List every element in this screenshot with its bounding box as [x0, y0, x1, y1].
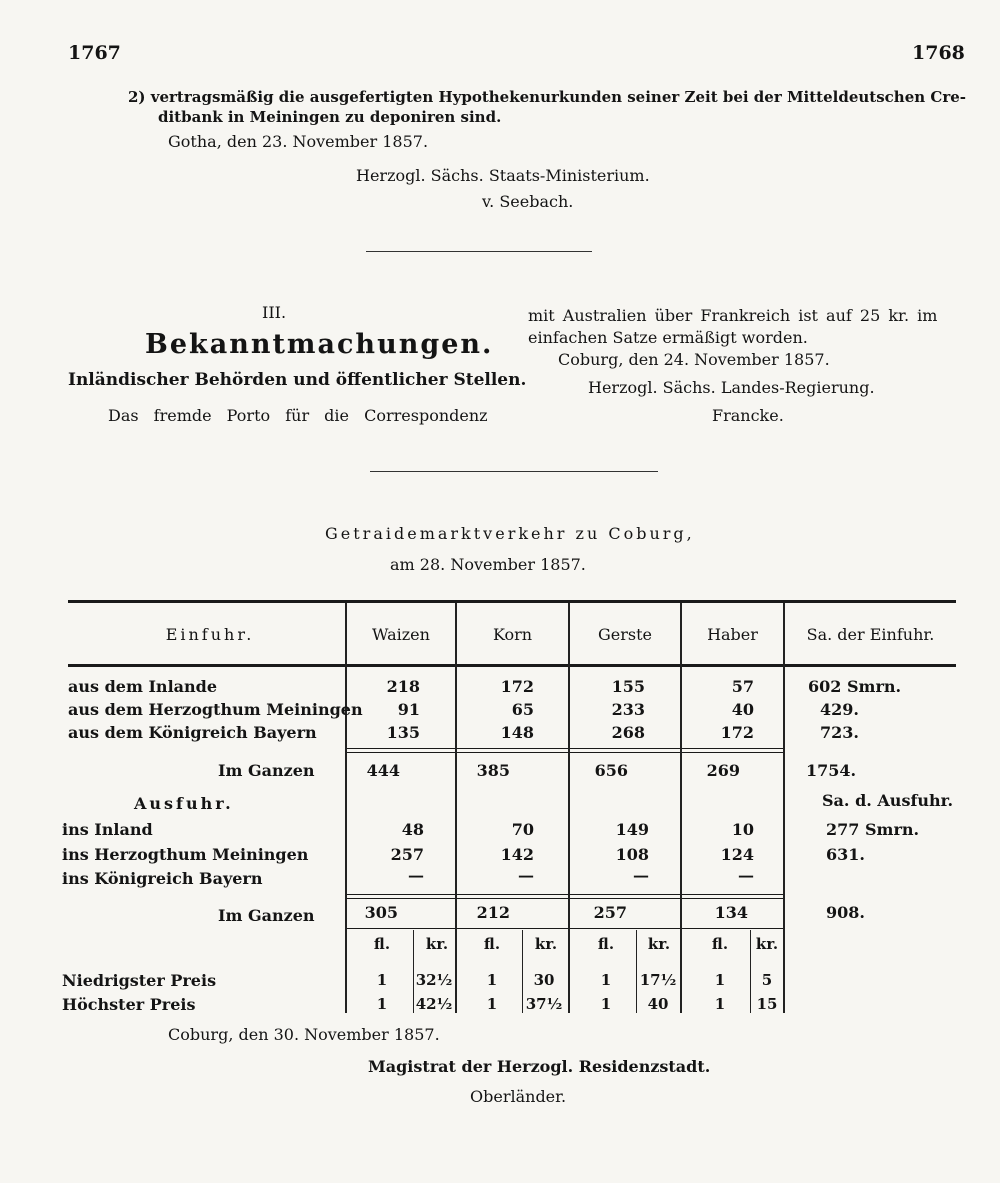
price-gerste-fl: 1 [600, 971, 612, 989]
cell-korn: 142 [500, 845, 534, 864]
currency-kr: kr. [425, 935, 449, 953]
total-haber: 269 [706, 761, 740, 780]
table-column-rule [455, 603, 457, 1013]
price-haber-fl: 1 [714, 971, 726, 989]
cell-haber: — [738, 866, 754, 885]
section-subtitle: Inländischer Behörden und öffentlicher Stellen. [68, 370, 527, 390]
cell-sum: 723. [820, 723, 859, 742]
export-row-label: ins Inland [62, 820, 153, 839]
total-gerste: 257 [593, 903, 627, 922]
cell-haber: 124 [720, 845, 754, 864]
import-row-label: aus dem Inlande [68, 677, 218, 696]
price-waizen-kr: 32½ [415, 971, 453, 989]
cell-haber: 10 [731, 820, 754, 839]
header-sum: Sa. der Einfuhr. [806, 625, 935, 644]
notice-signature: v. Seebach. [482, 192, 574, 211]
cell-sum: 429. [820, 700, 859, 719]
header-waizen: Waizen [372, 625, 430, 644]
section-number: III. [262, 303, 287, 322]
price-korn-fl: 1 [486, 995, 498, 1013]
currency-fl: fl. [483, 935, 501, 953]
total-sum: 908. [826, 903, 865, 922]
price-waizen-kr: 42½ [415, 995, 453, 1013]
price-korn-kr: 30 [533, 971, 555, 989]
notice-date: Gotha, den 23. November 1857. [168, 132, 429, 151]
price-gerste-kr: 40 [647, 995, 669, 1013]
cell-sum: 602 Smrn. [808, 677, 902, 696]
price-haber-fl: 1 [714, 995, 726, 1013]
cell-waizen: 218 [386, 677, 420, 696]
currency-fl: fl. [597, 935, 615, 953]
cell-waizen: — [408, 866, 424, 885]
section-signature: Francke. [712, 406, 784, 425]
cell-haber: 57 [731, 677, 754, 696]
table-price-rule [345, 928, 783, 929]
closing-date: Coburg, den 30. November 1857. [168, 1025, 440, 1044]
price-row-label: Höchster Preis [62, 995, 196, 1014]
header-gerste: Gerste [597, 625, 652, 644]
cell-korn: 148 [500, 723, 534, 742]
cell-gerste: — [633, 866, 649, 885]
currency-fl: fl. [711, 935, 729, 953]
market-title: Getraidemarktverkehr zu Coburg, [325, 524, 695, 543]
header-einfuhr: Einfuhr. [165, 625, 255, 644]
price-row-label: Niedrigster Preis [62, 971, 217, 990]
cell-gerste: 155 [611, 677, 645, 696]
cell-waizen: 48 [401, 820, 424, 839]
cell-gerste: 268 [611, 723, 645, 742]
cell-gerste: 108 [615, 845, 649, 864]
section-authority: Herzogl. Sächs. Landes-Regierung. [588, 378, 875, 397]
cell-korn: 172 [500, 677, 534, 696]
header-haber: Haber [707, 625, 758, 644]
total-korn: 385 [476, 761, 510, 780]
cell-sum: 277 Smrn. [826, 820, 920, 839]
cell-haber: 40 [731, 700, 754, 719]
cell-waizen: 257 [390, 845, 424, 864]
section-right-line2: einfachen Satze ermäßigt worden. [528, 328, 808, 347]
currency-rule [636, 930, 637, 1013]
total-gerste: 656 [594, 761, 628, 780]
table-column-rule [568, 603, 570, 1013]
table-subtotal-rule [345, 894, 783, 895]
price-waizen-fl: 1 [376, 971, 388, 989]
table-top-rule [68, 600, 956, 603]
cell-gerste: 233 [611, 700, 645, 719]
table-column-rule [345, 603, 347, 1013]
total-sum: 1754. [806, 761, 857, 780]
total-korn: 212 [476, 903, 510, 922]
price-korn-fl: 1 [486, 971, 498, 989]
section-date: Coburg, den 24. November 1857. [558, 350, 830, 369]
import-row-label: aus dem Herzogthum Meiningen [68, 700, 363, 719]
section-right-line1: mit Australien über Frankreich ist auf 25 kr. im [528, 306, 938, 325]
currency-kr: kr. [647, 935, 671, 953]
table-column-rule [783, 603, 785, 1013]
cell-sum: 631. [826, 845, 865, 864]
cell-gerste: 149 [615, 820, 649, 839]
export-total-label: Im Ganzen [218, 906, 315, 925]
currency-kr: kr. [755, 935, 779, 953]
currency-kr: kr. [534, 935, 558, 953]
cell-waizen: 135 [386, 723, 420, 742]
table-subtotal-rule [345, 748, 783, 749]
price-haber-kr: 5 [761, 971, 773, 989]
header-korn: Korn [492, 625, 533, 644]
table-header-rule [68, 664, 956, 667]
divider [370, 471, 658, 472]
total-haber: 134 [714, 903, 748, 922]
section-title: Bekanntmachungen. [145, 329, 494, 360]
ausfuhr-label: Ausfuhr. [134, 794, 234, 813]
notice-item-line2: ditbank in Meiningen zu deponiren sind. [158, 108, 502, 126]
notice-authority: Herzogl. Sächs. Staats-Ministerium. [356, 166, 650, 185]
table-subtotal-rule [345, 752, 783, 753]
ausfuhr-sum-label: Sa. d. Ausfuhr. [822, 791, 954, 810]
notice-item-line1: 2) vertragsmäßig die ausgefertigten Hypothekenurkunden seiner Zeit bei der Mitteldeutschen Cre- [128, 88, 966, 106]
cell-haber: 172 [720, 723, 754, 742]
export-row-label: ins Herzogthum Meiningen [62, 845, 309, 864]
page-number-left: 1767 [68, 42, 121, 64]
cell-korn: 70 [511, 820, 534, 839]
price-gerste-fl: 1 [600, 995, 612, 1013]
currency-fl: fl. [373, 935, 391, 953]
table-column-rule [680, 603, 682, 1013]
cell-korn: 65 [511, 700, 534, 719]
price-waizen-fl: 1 [376, 995, 388, 1013]
total-waizen: 305 [364, 903, 398, 922]
price-korn-kr: 37½ [525, 995, 563, 1013]
closing-authority: Magistrat der Herzogl. Residenzstadt. [368, 1057, 711, 1076]
table-subtotal-rule [345, 898, 783, 899]
market-date: am 28. November 1857. [390, 555, 586, 574]
page-number-right: 1768 [912, 42, 965, 64]
cell-waizen: 91 [397, 700, 420, 719]
import-row-label: aus dem Königreich Bayern [68, 723, 317, 742]
export-row-label: ins Königreich Bayern [62, 869, 263, 888]
cell-korn: — [518, 866, 534, 885]
section-text-line1: Das fremde Porto für die Correspondenz [108, 406, 488, 425]
price-gerste-kr: 17½ [639, 971, 677, 989]
divider [366, 251, 592, 252]
price-haber-kr: 15 [756, 995, 778, 1013]
currency-rule [522, 930, 523, 1013]
closing-signature: Oberländer. [470, 1087, 567, 1106]
total-waizen: 444 [366, 761, 400, 780]
import-total-label: Im Ganzen [218, 761, 315, 780]
